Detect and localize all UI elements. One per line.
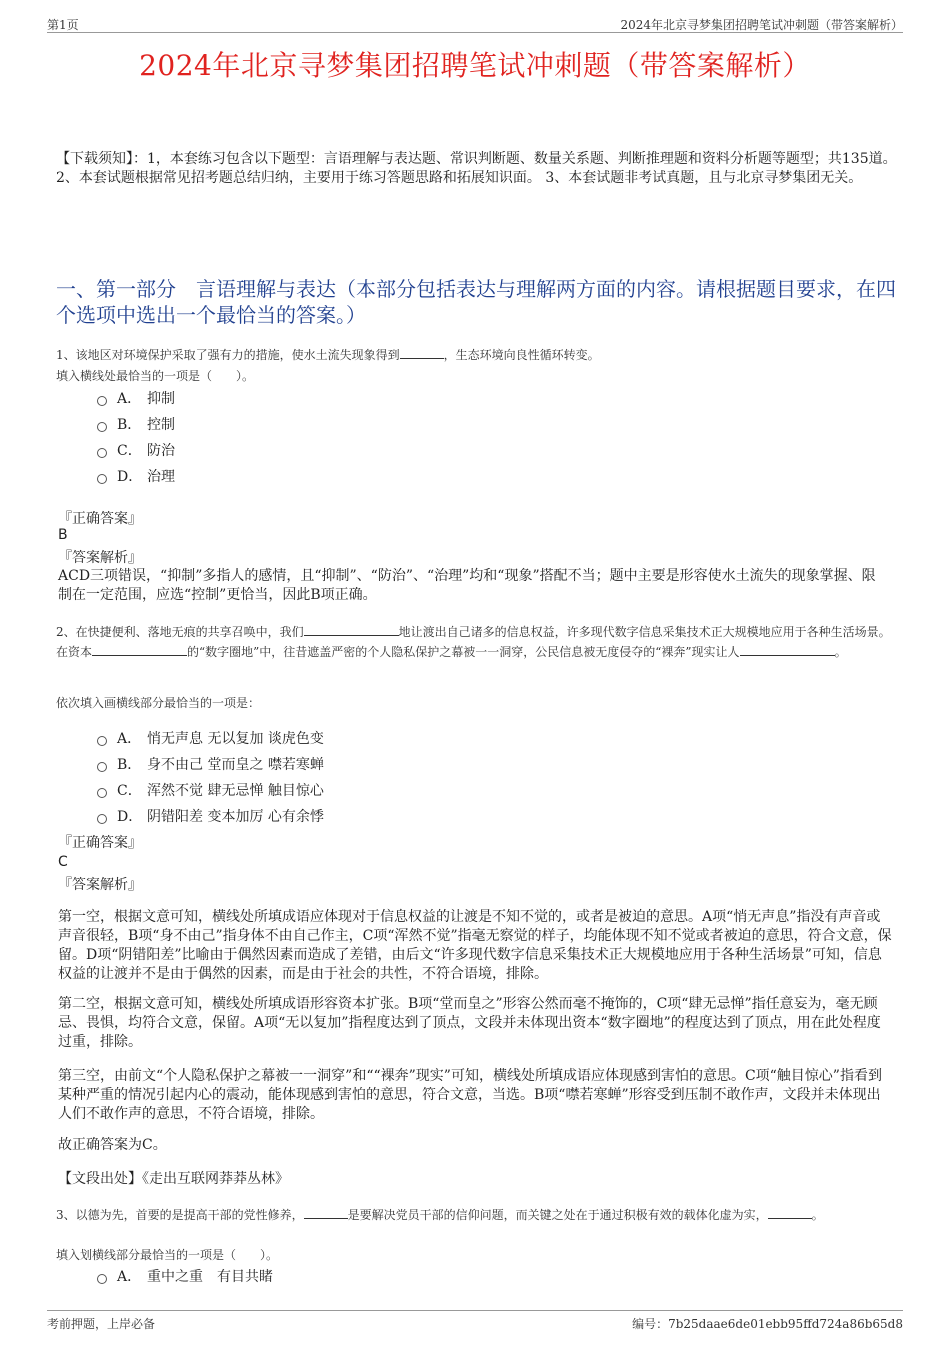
q1-answer: B [58,527,68,543]
page-header [47,14,903,33]
q1-option-a[interactable]: A． 抑制 [97,389,175,409]
q1-analysis-label: 『答案解析』 [58,550,142,566]
q1-option-d[interactable]: D． 治理 [97,467,175,487]
download-notice: 【下载须知】：1，本套练习包含以下题型：言语理解与表达题、常识判断题、数量关系题、判断推理题和资料分析题等题型；共135道。 2、本套试题根据常见招考题总结归纳，主要用于练习答题思路和拓展知识面。 3、本套试题非考试真题，且与北京寻梦集团无关。 [56,151,897,186]
answer-blank [304,1205,348,1219]
radio-icon[interactable] [97,788,107,798]
q2-answer: C [58,854,68,870]
q2-option-b[interactable]: B． 身不由己 堂而皇之 噤若寒蝉 [97,755,324,775]
q2-option-d[interactable]: D． 阴错阳差 变本加厉 心有余悸 [97,807,324,827]
q2-analysis-para-1: 第一空，根据文意可知，横线处所填成语应体现对于信息权益的让渡是不知不觉的，或者是被迫的意思。A项“悄无声息”指没有声音或声音很轻，B项“身不由己”指身体不由自己作主，C项“浑然不觉”指毫无察觉的样子，均能体现不知不觉或者被迫的意思，符合文意，保留。D项“阴错阳差”比喻由于偶然因素而造成了差错，由后文“许多现代数字信息采集技术正大规模地应用于各种生活场景”可知，信息权益的让渡并不是由于偶然的因素，而是由于社会的共性，不符合语境，排除。 [58,909,892,982]
section-heading: 一、第一部分 言语理解与表达（本部分包括表达与理解两方面的内容。请根据题目要求，在四个选项中选出一个最恰当的答案。） [56,277,896,327]
q2-answer-label: 『正确答案』 [58,835,142,851]
q2-conclusion: 故正确答案为C。 [58,1137,167,1153]
question-2-prompt: 依次填入画横线部分最恰当的一项是： [56,696,261,710]
answer-blank [768,1205,812,1219]
q2-analysis-para-3: 第三空，由前文“个人隐私保护之幕被一一洞穿”和““裸奔”现实”可知，横线处所填成语应体现感到害怕的意思。C项“触目惊心”指看到某种严重的情况引起内心的震动，能体现感到害怕的意思，符合文意，当选。B项“噤若寒蝉”形容受到压制不敢作声，文段并未体现出人们不敢作声的意思，不符合语境，排除。 [58,1068,882,1122]
answer-blank [92,642,187,656]
q1-option-b[interactable]: B． 控制 [97,415,175,435]
q1-answer-label: 『正确答案』 [58,511,142,527]
radio-icon[interactable] [97,762,107,772]
q2-analysis-para-2: 第二空，根据文意可知，横线处所填成语形容资本扩张。B项“堂而皇之”形容公然而毫不掩饰的，C项“肆无忌惮”指任意妄为，毫无顾忌、畏惧，均符合文意，保留。A项“无以复加”指程度达到了顶点，文段并未体现出资本“数字圈地”的程度达到了顶点，用在此处程度过重，排除。 [58,996,881,1050]
radio-icon[interactable] [97,1274,107,1284]
page-footer [47,1310,903,1331]
q2-analysis-label: 『答案解析』 [58,877,142,893]
q2-option-c[interactable]: C． 浑然不觉 肆无忌惮 触目惊心 [97,781,324,801]
question-3-stem: 3、以德为先，首要的是提高干部的党性修养， 是要解决党员干部的信仰问题，而关键之处在于通过积极有效的载体化虚为实， 。 [56,1205,836,1225]
radio-icon[interactable] [97,736,107,746]
radio-icon[interactable] [97,474,107,484]
footer-slogan: 考前押题，上岸必备 [47,1317,156,1331]
footer-doc-id: 编号：7b25daae6de01ebb95ffd724a86b65d8 [632,1317,903,1331]
document-title: 2024年北京寻梦集团招聘笔试冲刺题（带答案解析） [139,49,811,82]
answer-blank [400,345,444,359]
q1-option-c[interactable]: C． 防治 [97,441,175,461]
radio-icon[interactable] [97,396,107,406]
radio-icon[interactable] [97,448,107,458]
question-3-prompt: 填入划横线部分最恰当的一项是（ ）。 [56,1248,279,1262]
answer-blank [740,642,835,656]
page-number: 第1页 [47,18,79,32]
radio-icon[interactable] [97,814,107,824]
q1-analysis: ACD三项错误，“抑制”多指人的感情，且“抑制”、“防治”、“治理”均和“现象”搭配不当；题中主要是形容使水土流失的现象掌握、限制在一定范围，应选“控制”更恰当，因此B项正确。 [58,568,876,603]
q2-source: 【文段出处】《走出互联网莽莽丛林》 [58,1171,289,1187]
answer-blank [304,622,399,636]
radio-icon[interactable] [97,422,107,432]
header-doc-title: 2024年北京寻梦集团招聘笔试冲刺题（带答案解析） [620,18,903,32]
question-1-stem: 1、该地区对环境保护采取了强有力的措施，使水土流失现象得到 ，生态环境向良性循环转变。 [56,345,896,365]
q3-option-a[interactable]: A． 重中之重 有目共睹 [97,1267,273,1287]
question-2-stem: 2、在快捷便利、落地无痕的共享召唤中，我们 地让渡出自己诸多的信息权益，许多现代数字信息采集技术正大规模地应用于各种生活场景。在资本 的“数字圈地”中，往昔遮盖严密的个人隐私保护之幕被一一洞穿，公民信息被无度侵夺的“裸奔”现实让人 。 [56,622,896,662]
question-1-prompt: 填入横线处最恰当的一项是（ ）。 [56,369,255,383]
q2-option-a[interactable]: A． 悄无声息 无以复加 谈虎色变 [97,729,324,749]
